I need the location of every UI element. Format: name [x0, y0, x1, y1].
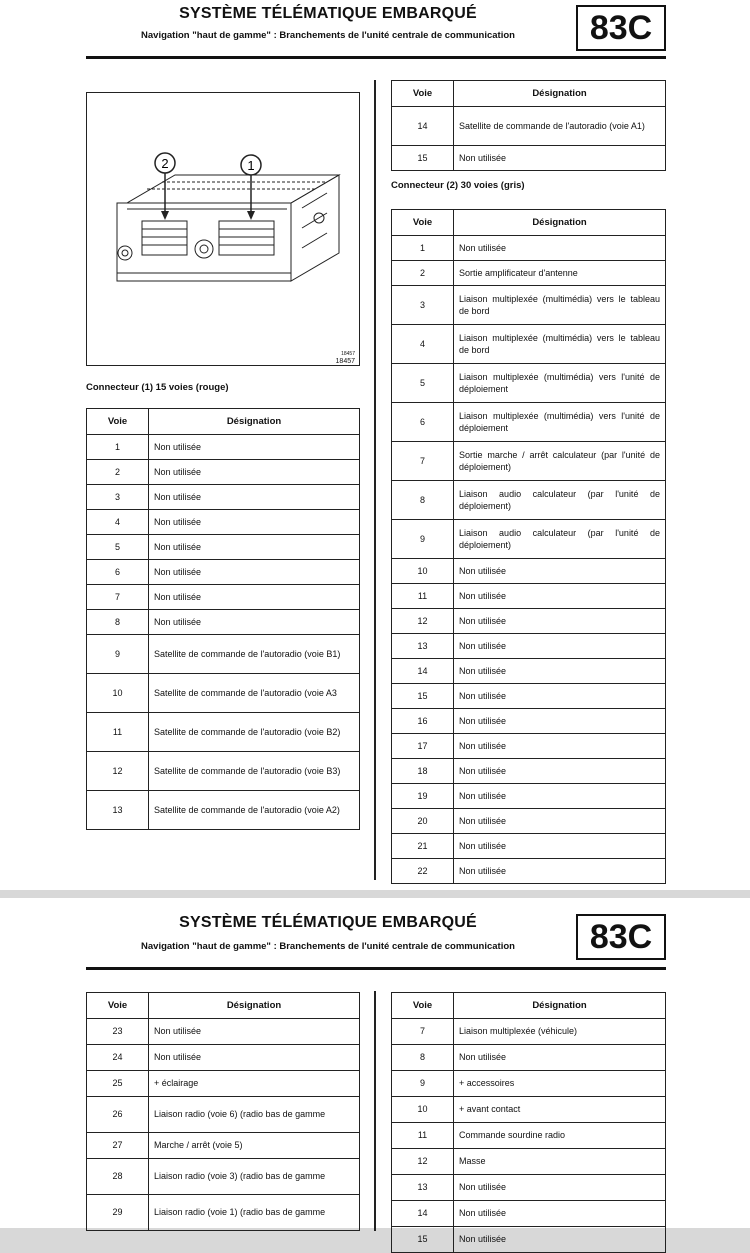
designation-cell: Liaison audio calculateur (par l'unité de déploiement)	[454, 520, 666, 559]
figure-ref-small: 18457	[341, 351, 355, 357]
designation-cell: Liaison multiplexée (multimédia) vers le tableau de bord	[454, 325, 666, 364]
voie-cell: 7	[392, 1019, 454, 1045]
column-header-voie: Voie	[392, 993, 454, 1019]
designation-cell: Non utilisée	[149, 560, 360, 585]
designation-cell: Sortie amplificateur d'antenne	[454, 261, 666, 286]
voie-cell: 23	[87, 1019, 149, 1045]
designation-cell: + avant contact	[454, 1097, 666, 1123]
voie-cell: 10	[392, 559, 454, 584]
designation-cell: Non utilisée	[149, 535, 360, 560]
designation-cell: Non utilisée	[454, 759, 666, 784]
designation-cell: Non utilisée	[454, 634, 666, 659]
table-row	[392, 1019, 666, 1045]
voie-cell: 18	[392, 759, 454, 784]
voie-cell: 10	[392, 1097, 454, 1123]
table-row	[87, 435, 360, 460]
designation-cell: Non utilisée	[149, 460, 360, 485]
page-title: SYSTÈME TÉLÉMATIQUE EMBARQUÉ	[179, 5, 477, 22]
header-rule	[86, 56, 666, 59]
table-row	[87, 1097, 360, 1133]
table-row	[392, 107, 666, 146]
voie-cell: 10	[87, 674, 149, 713]
voie-cell: 3	[392, 286, 454, 325]
voie-cell: 4	[87, 510, 149, 535]
voie-cell: 20	[392, 809, 454, 834]
voie-cell: 5	[392, 364, 454, 403]
table-row	[392, 809, 666, 834]
table-row	[87, 1195, 360, 1231]
connector-2-table	[391, 209, 666, 884]
designation-cell: Non utilisée	[454, 834, 666, 859]
table-row	[392, 146, 666, 171]
table-row	[392, 709, 666, 734]
voie-cell: 7	[87, 585, 149, 610]
header-rule	[86, 967, 666, 970]
column-separator	[374, 991, 376, 1231]
designation-cell: Non utilisée	[149, 1045, 360, 1071]
designation-cell: Non utilisée	[454, 1227, 666, 1253]
table-row	[87, 635, 360, 674]
voie-cell: 11	[392, 584, 454, 609]
section-code-box: 83C	[576, 5, 666, 51]
table-row	[87, 485, 360, 510]
voie-cell: 15	[392, 1227, 454, 1253]
designation-cell: + éclairage	[149, 1071, 360, 1097]
designation-cell: Liaison radio (voie 1) (radio bas de gamme	[149, 1195, 360, 1231]
voie-cell: 5	[87, 535, 149, 560]
table-row	[392, 1045, 666, 1071]
voie-cell: 13	[392, 1175, 454, 1201]
voie-cell: 6	[392, 403, 454, 442]
voie-cell: 6	[87, 560, 149, 585]
designation-cell: Non utilisée	[454, 859, 666, 884]
table-row	[392, 442, 666, 481]
designation-cell: Non utilisée	[149, 435, 360, 460]
table-row	[87, 1071, 360, 1097]
designation-cell: Non utilisée	[454, 1201, 666, 1227]
column-header-designation: Désignation	[454, 81, 666, 107]
table-row	[87, 1045, 360, 1071]
voie-cell: 12	[392, 1149, 454, 1175]
table-row	[87, 560, 360, 585]
voie-cell: 24	[87, 1045, 149, 1071]
table-row	[87, 1133, 360, 1159]
table-row	[87, 1159, 360, 1195]
voie-cell: 26	[87, 1097, 149, 1133]
designation-cell: Satellite de commande de l'autoradio (voie A3	[149, 674, 360, 713]
table-row	[392, 684, 666, 709]
table-row	[87, 791, 360, 830]
page-subtitle: Navigation "haut de gamme" : Branchements de l'unité centrale de communication	[141, 941, 515, 952]
table-row	[392, 1097, 666, 1123]
column-separator	[374, 80, 376, 880]
designation-cell: Satellite de commande de l'autoradio (voie B2)	[149, 713, 360, 752]
table-row	[392, 659, 666, 684]
designation-cell: Liaison multiplexée (véhicule)	[454, 1019, 666, 1045]
voie-cell: 16	[392, 709, 454, 734]
designation-cell: Satellite de commande de l'autoradio (voie B1)	[149, 635, 360, 674]
column-header-voie: Voie	[392, 210, 454, 236]
designation-cell: Liaison multiplexée (multimédia) vers l'unité de déploiement	[454, 403, 666, 442]
table-row	[392, 759, 666, 784]
connector-1-caption: Connecteur (1) 15 voies (rouge)	[86, 382, 229, 393]
voie-cell: 7	[392, 442, 454, 481]
table-row	[392, 1123, 666, 1149]
designation-cell: + accessoires	[454, 1071, 666, 1097]
designation-cell: Marche / arrêt (voie 5)	[149, 1133, 360, 1159]
table-row	[392, 859, 666, 884]
table-row	[87, 752, 360, 791]
figure-ref: 18457	[335, 358, 355, 365]
designation-cell: Non utilisée	[149, 610, 360, 635]
designation-cell: Non utilisée	[149, 485, 360, 510]
designation-cell: Commande sourdine radio	[454, 1123, 666, 1149]
designation-cell: Non utilisée	[149, 510, 360, 535]
designation-cell: Non utilisée	[454, 709, 666, 734]
table-row	[392, 325, 666, 364]
voie-cell: 2	[392, 261, 454, 286]
designation-cell: Sortie marche / arrêt calculateur (par l'unité de déploiement)	[454, 442, 666, 481]
designation-cell: Non utilisée	[454, 659, 666, 684]
connector-1-table	[86, 408, 360, 830]
designation-cell: Non utilisée	[454, 734, 666, 759]
table-row	[392, 1201, 666, 1227]
voie-cell: 1	[87, 435, 149, 460]
designation-cell: Non utilisée	[454, 559, 666, 584]
column-header-designation: Désignation	[454, 210, 666, 236]
designation-cell: Non utilisée	[454, 609, 666, 634]
voie-cell: 14	[392, 1201, 454, 1227]
voie-cell: 1	[392, 236, 454, 261]
table-row	[392, 834, 666, 859]
table-row	[392, 1149, 666, 1175]
column-header-designation: Désignation	[149, 993, 360, 1019]
voie-cell: 11	[392, 1123, 454, 1149]
designation-cell: Non utilisée	[454, 236, 666, 261]
designation-cell: Non utilisée	[454, 1175, 666, 1201]
page-subtitle: Navigation "haut de gamme" : Branchements de l'unité centrale de communication	[141, 30, 515, 41]
table-row	[87, 610, 360, 635]
designation-cell: Liaison multiplexée (multimédia) vers l'unité de déploiement	[454, 364, 666, 403]
voie-cell: 8	[87, 610, 149, 635]
voie-cell: 8	[392, 481, 454, 520]
callout-1-label: 1	[247, 158, 255, 173]
designation-cell: Satellite de commande de l'autoradio (voie A2)	[149, 791, 360, 830]
designation-cell: Liaison multiplexée (multimédia) vers le tableau de bord	[454, 286, 666, 325]
voie-cell: 21	[392, 834, 454, 859]
table-row	[392, 286, 666, 325]
callout-2-label: 2	[161, 156, 169, 171]
voie-cell: 15	[392, 684, 454, 709]
table-row	[87, 674, 360, 713]
designation-cell: Non utilisée	[454, 809, 666, 834]
designation-cell: Liaison radio (voie 6) (radio bas de gamme	[149, 1097, 360, 1133]
table-row	[392, 481, 666, 520]
page-title: SYSTÈME TÉLÉMATIQUE EMBARQUÉ	[179, 914, 477, 931]
voie-cell: 12	[87, 752, 149, 791]
designation-cell: Masse	[454, 1149, 666, 1175]
table-row	[392, 559, 666, 584]
designation-cell: Non utilisée	[149, 585, 360, 610]
designation-cell: Non utilisée	[454, 1045, 666, 1071]
designation-cell: Liaison radio (voie 3) (radio bas de gamme	[149, 1159, 360, 1195]
table-row	[392, 634, 666, 659]
document-page-2	[0, 898, 750, 1245]
connector-2-caption: Connecteur (2) 30 voies (gris)	[391, 180, 525, 191]
table-row	[87, 460, 360, 485]
column-header-designation: Désignation	[454, 993, 666, 1019]
voie-cell: 4	[392, 325, 454, 364]
connector-3-table	[391, 992, 666, 1253]
voie-cell: 14	[392, 659, 454, 684]
voie-cell: 29	[87, 1195, 149, 1231]
voie-cell: 28	[87, 1159, 149, 1195]
designation-cell: Non utilisée	[454, 146, 666, 171]
table-row	[392, 261, 666, 286]
designation-cell: Non utilisée	[149, 1019, 360, 1045]
communication-unit-drawing	[87, 93, 359, 365]
connector-1-continued-table	[391, 80, 666, 171]
voie-cell: 11	[87, 713, 149, 752]
table-row	[87, 510, 360, 535]
table-row	[87, 535, 360, 560]
table-row	[392, 1071, 666, 1097]
table-row	[392, 609, 666, 634]
table-row	[392, 734, 666, 759]
column-header-voie: Voie	[87, 409, 149, 435]
voie-cell: 2	[87, 460, 149, 485]
table-row	[87, 713, 360, 752]
table-row	[392, 784, 666, 809]
connector-2-continued-table	[86, 992, 360, 1231]
voie-cell: 17	[392, 734, 454, 759]
voie-cell: 9	[392, 1071, 454, 1097]
voie-cell: 14	[392, 107, 454, 146]
designation-cell: Satellite de commande de l'autoradio (voie B3)	[149, 752, 360, 791]
designation-cell: Non utilisée	[454, 684, 666, 709]
voie-cell: 9	[87, 635, 149, 674]
voie-cell: 13	[87, 791, 149, 830]
voie-cell: 15	[392, 146, 454, 171]
section-code-box: 83C	[576, 914, 666, 960]
table-row	[392, 1227, 666, 1253]
column-header-designation: Désignation	[149, 409, 360, 435]
unit-illustration	[86, 92, 360, 366]
table-row	[392, 403, 666, 442]
table-row	[392, 1175, 666, 1201]
voie-cell: 25	[87, 1071, 149, 1097]
table-row	[87, 585, 360, 610]
voie-cell: 19	[392, 784, 454, 809]
designation-cell: Liaison audio calculateur (par l'unité de déploiement)	[454, 481, 666, 520]
voie-cell: 12	[392, 609, 454, 634]
table-row	[392, 236, 666, 261]
voie-cell: 13	[392, 634, 454, 659]
designation-cell: Satellite de commande de l'autoradio (voie A1)	[454, 107, 666, 146]
designation-cell: Non utilisée	[454, 584, 666, 609]
designation-cell: Non utilisée	[454, 784, 666, 809]
table-row	[392, 584, 666, 609]
voie-cell: 9	[392, 520, 454, 559]
voie-cell: 27	[87, 1133, 149, 1159]
table-row	[392, 520, 666, 559]
column-header-voie: Voie	[87, 993, 149, 1019]
voie-cell: 22	[392, 859, 454, 884]
table-row	[87, 1019, 360, 1045]
column-header-voie: Voie	[392, 81, 454, 107]
table-row	[392, 364, 666, 403]
voie-cell: 3	[87, 485, 149, 510]
voie-cell: 8	[392, 1045, 454, 1071]
